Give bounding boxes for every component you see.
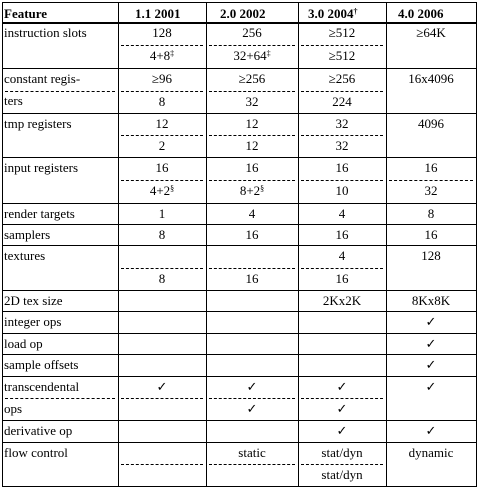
value-cell: 8+2§: [239, 183, 265, 198]
cell-divider: [209, 45, 295, 46]
feature-label: input registers: [4, 160, 79, 175]
cell-divider: [209, 135, 295, 136]
cell-divider: [209, 268, 295, 269]
value-cell: 16: [155, 160, 169, 175]
value-cell: ✓: [246, 379, 258, 394]
row-border: [2, 113, 477, 114]
value-cell: ≥64K: [416, 25, 446, 40]
value-cell: 8Kx8K: [411, 293, 451, 308]
feature-label: sample offsets: [4, 357, 79, 372]
value-cell: 4096: [418, 116, 444, 131]
value-cell: 10: [335, 183, 349, 198]
value-cell: ✓: [336, 401, 348, 416]
row-border: [2, 68, 477, 69]
cell-divider: [121, 268, 203, 269]
header-3-0: 3.0 2004†: [308, 6, 358, 21]
cell-divider: [389, 180, 473, 181]
cell-divider: [121, 180, 203, 181]
value-cell: 8: [158, 227, 166, 242]
value-cell: ≥256: [238, 71, 266, 86]
feature-label: render targets: [4, 206, 75, 221]
value-cell: static: [238, 445, 266, 460]
row-border: [2, 376, 477, 377]
value-cell: 128: [421, 248, 441, 263]
value-cell: 32: [335, 116, 349, 131]
value-cell: ✓: [425, 423, 437, 438]
row-border: [2, 203, 477, 204]
header-1-1: 1.1 2001: [135, 6, 181, 21]
value-cell: 12: [245, 116, 259, 131]
value-cell: 16: [335, 160, 349, 175]
row-border: [2, 2, 477, 3]
cell-divider: [209, 464, 295, 465]
value-cell: 16: [245, 160, 259, 175]
cell-divider: [209, 91, 295, 92]
row-border: [2, 311, 477, 312]
row-border: [2, 22, 477, 24]
cell-divider: [301, 464, 383, 465]
feature-label: flow control: [4, 445, 68, 460]
value-cell: 12: [245, 138, 259, 153]
value-cell: 2Kx2K: [322, 293, 362, 308]
header-feature: Feature: [4, 6, 48, 21]
cell-divider: [121, 91, 203, 92]
value-cell: 4: [338, 206, 346, 221]
value-cell: ✓: [336, 423, 348, 438]
feature-label: derivative op: [4, 423, 73, 438]
feature-label: samplers: [4, 227, 51, 242]
value-cell: 16: [245, 227, 259, 242]
value-cell: 4+2§: [149, 183, 175, 198]
value-cell: ≥256: [328, 71, 356, 86]
value-cell: ✓: [425, 314, 437, 329]
feature-label: transcendental: [4, 379, 80, 394]
feature-label: integer ops: [4, 314, 62, 329]
value-cell: stat/dyn: [321, 467, 363, 482]
value-cell: 16: [424, 227, 438, 242]
column-border: [476, 2, 477, 487]
value-cell: 8: [158, 271, 166, 286]
cell-divider: [301, 45, 383, 46]
value-cell: 16x4096: [408, 71, 454, 86]
row-border: [2, 245, 477, 246]
value-cell: 4: [248, 206, 256, 221]
value-cell: 224: [332, 94, 352, 109]
cell-divider: [301, 135, 383, 136]
feature-label: tmp registers: [4, 116, 72, 131]
cell-divider: [301, 268, 383, 269]
value-cell: 8: [158, 94, 166, 109]
feature-label: textures: [4, 248, 46, 263]
value-cell: dynamic: [408, 445, 454, 460]
feature-label: load op: [4, 336, 43, 351]
value-cell: 2: [158, 138, 166, 153]
cell-divider: [121, 135, 203, 136]
cell-divider: [5, 91, 115, 92]
value-cell: ✓: [425, 357, 437, 372]
header-4-0: 4.0 2006: [398, 6, 444, 21]
cell-divider: [5, 398, 115, 399]
value-cell: 8: [427, 206, 435, 221]
cell-divider: [121, 398, 203, 399]
value-cell: 4+8‡: [149, 48, 175, 63]
value-cell: 1: [158, 206, 166, 221]
feature-label: instruction slots: [4, 25, 87, 40]
value-cell: 32+64‡: [233, 48, 271, 63]
cell-divider: [301, 91, 383, 92]
row-border: [2, 157, 477, 158]
value-cell: 4: [338, 248, 346, 263]
value-cell: 12: [155, 116, 169, 131]
row-border: [2, 333, 477, 334]
row-border: [2, 290, 477, 291]
header-2-0: 2.0 2002: [220, 6, 266, 21]
value-cell: 32: [245, 94, 259, 109]
column-border: [2, 2, 3, 487]
value-cell: 16: [335, 227, 349, 242]
feature-label: 2D tex size: [4, 293, 63, 308]
cell-divider: [209, 398, 295, 399]
row-border: [2, 224, 477, 225]
value-cell: ≥512: [328, 48, 356, 63]
value-cell: ≥512: [328, 25, 356, 40]
value-cell: 256: [242, 25, 262, 40]
row-border: [2, 354, 477, 355]
cell-divider: [121, 464, 203, 465]
value-cell: ✓: [246, 401, 258, 416]
value-cell: 32: [335, 138, 349, 153]
value-cell: stat/dyn: [321, 445, 363, 460]
cell-divider: [121, 45, 203, 46]
feature-label: ters: [4, 93, 23, 108]
value-cell: 16: [335, 271, 349, 286]
value-cell: ✓: [336, 379, 348, 394]
row-border: [2, 442, 477, 443]
value-cell: 16: [424, 160, 438, 175]
cell-divider: [301, 180, 383, 181]
value-cell: ✓: [156, 379, 168, 394]
value-cell: 32: [424, 183, 438, 198]
feature-label: constant regis-: [4, 71, 81, 86]
value-cell: ✓: [425, 379, 437, 394]
cell-divider: [301, 398, 383, 399]
cell-divider: [209, 180, 295, 181]
value-cell: 16: [245, 271, 259, 286]
feature-label: ops: [4, 401, 23, 416]
value-cell: 128: [152, 25, 172, 40]
value-cell: ≥96: [151, 71, 173, 86]
value-cell: ✓: [425, 336, 437, 351]
row-border: [2, 420, 477, 421]
